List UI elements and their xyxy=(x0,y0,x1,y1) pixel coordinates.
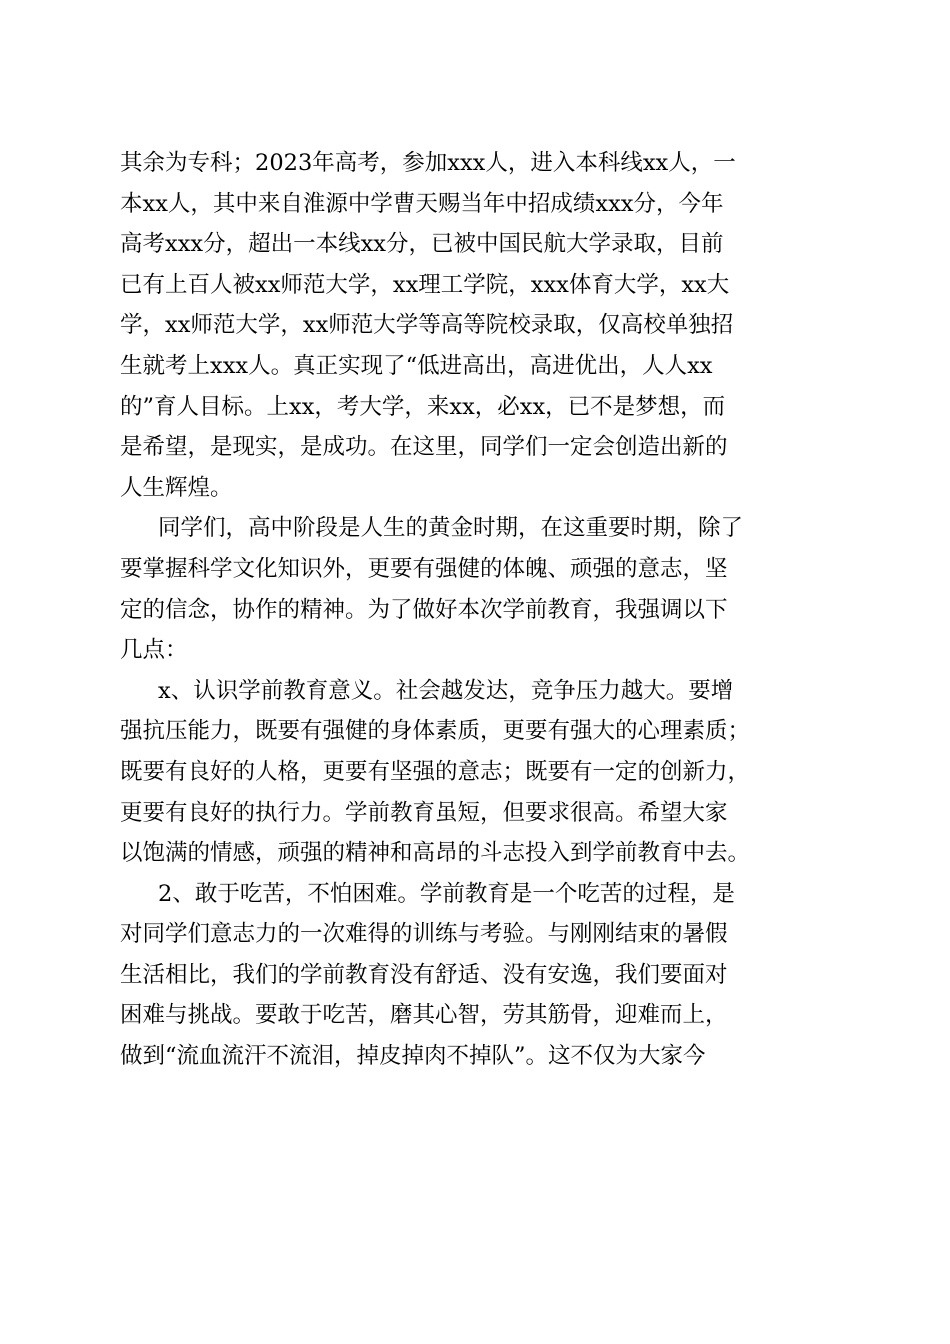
text-line: 学，xx师范大学，xx师范大学等高等院校录取，仅高校单独招 xyxy=(120,312,734,339)
text-line: 同学们，高中阶段是人生的黄金时期，在这重要时期，除了 xyxy=(158,515,744,542)
document-body xyxy=(120,143,835,1077)
text-line: 要掌握科学文化知识外，更要有强健的体魄、顽强的意志，坚 xyxy=(120,555,728,582)
text-line: 几点： xyxy=(120,637,188,664)
text-line: 2、敢于吃苦，不怕困难。学前教育是一个吃苦的过程，是 xyxy=(158,880,735,907)
paragraph-golden-period xyxy=(120,508,835,670)
text-line: 做到“流血流汗不流泪，掉皮掉肉不掉队”。这不仅为大家今 xyxy=(120,1043,706,1070)
text-line: 其余为专科；2023年高考，参加xxx人，进入本科线xx人，一 xyxy=(120,150,736,176)
text-line: 生活相比，我们的学前教育没有舒适、没有安逸，我们要面对 xyxy=(120,961,728,988)
text-line: 生就考上xxx人。真正实现了“低进高出，高进优出，人人xx xyxy=(120,352,713,379)
text-line: 已有上百人被xx师范大学，xx理工学院，xxx体育大学，xx大 xyxy=(120,271,730,298)
text-line: 的”育人目标。上xx，考大学，来xx，必xx，已不是梦想，而 xyxy=(120,393,726,420)
text-line: 人生辉煌。 xyxy=(120,474,233,501)
text-line: x、认识学前教育意义。社会越发达，竞争压力越大。要增 xyxy=(158,677,734,704)
text-line: 以饱满的情感，顽强的精神和高昂的斗志投入到学前教育中去。 xyxy=(120,840,751,867)
text-line: 既要有良好的人格，更要有坚强的意志；既要有一定的创新力， xyxy=(120,758,751,785)
paragraph-point-2 xyxy=(120,874,835,1077)
text-line: 是希望，是现实，是成功。在这里，同学们一定会创造出新的 xyxy=(120,434,728,461)
paragraph-point-1 xyxy=(120,671,835,874)
text-line: 强抗压能力，既要有强健的身体素质，更要有强大的心理素质； xyxy=(120,718,751,745)
paragraph-achievements xyxy=(120,143,835,508)
text-line: 高考xxx分，超出一本线xx分，已被中国民航大学录取，目前 xyxy=(120,231,724,258)
text-line: 对同学们意志力的一次难得的训练与考验。与刚刚结束的暑假 xyxy=(120,921,728,948)
text-line: 定的信念，协作的精神。为了做好本次学前教育，我强调以下 xyxy=(120,596,728,623)
text-line: 更要有良好的执行力。学前教育虽短，但要求很高。希望大家 xyxy=(120,799,728,826)
text-line: 困难与挑战。要敢于吃苦，磨其心智，劳其筋骨，迎难而上， xyxy=(120,1002,728,1029)
text-line: 本xx人，其中来自淮源中学曹天赐当年中招成绩xxx分，今年 xyxy=(120,190,724,217)
